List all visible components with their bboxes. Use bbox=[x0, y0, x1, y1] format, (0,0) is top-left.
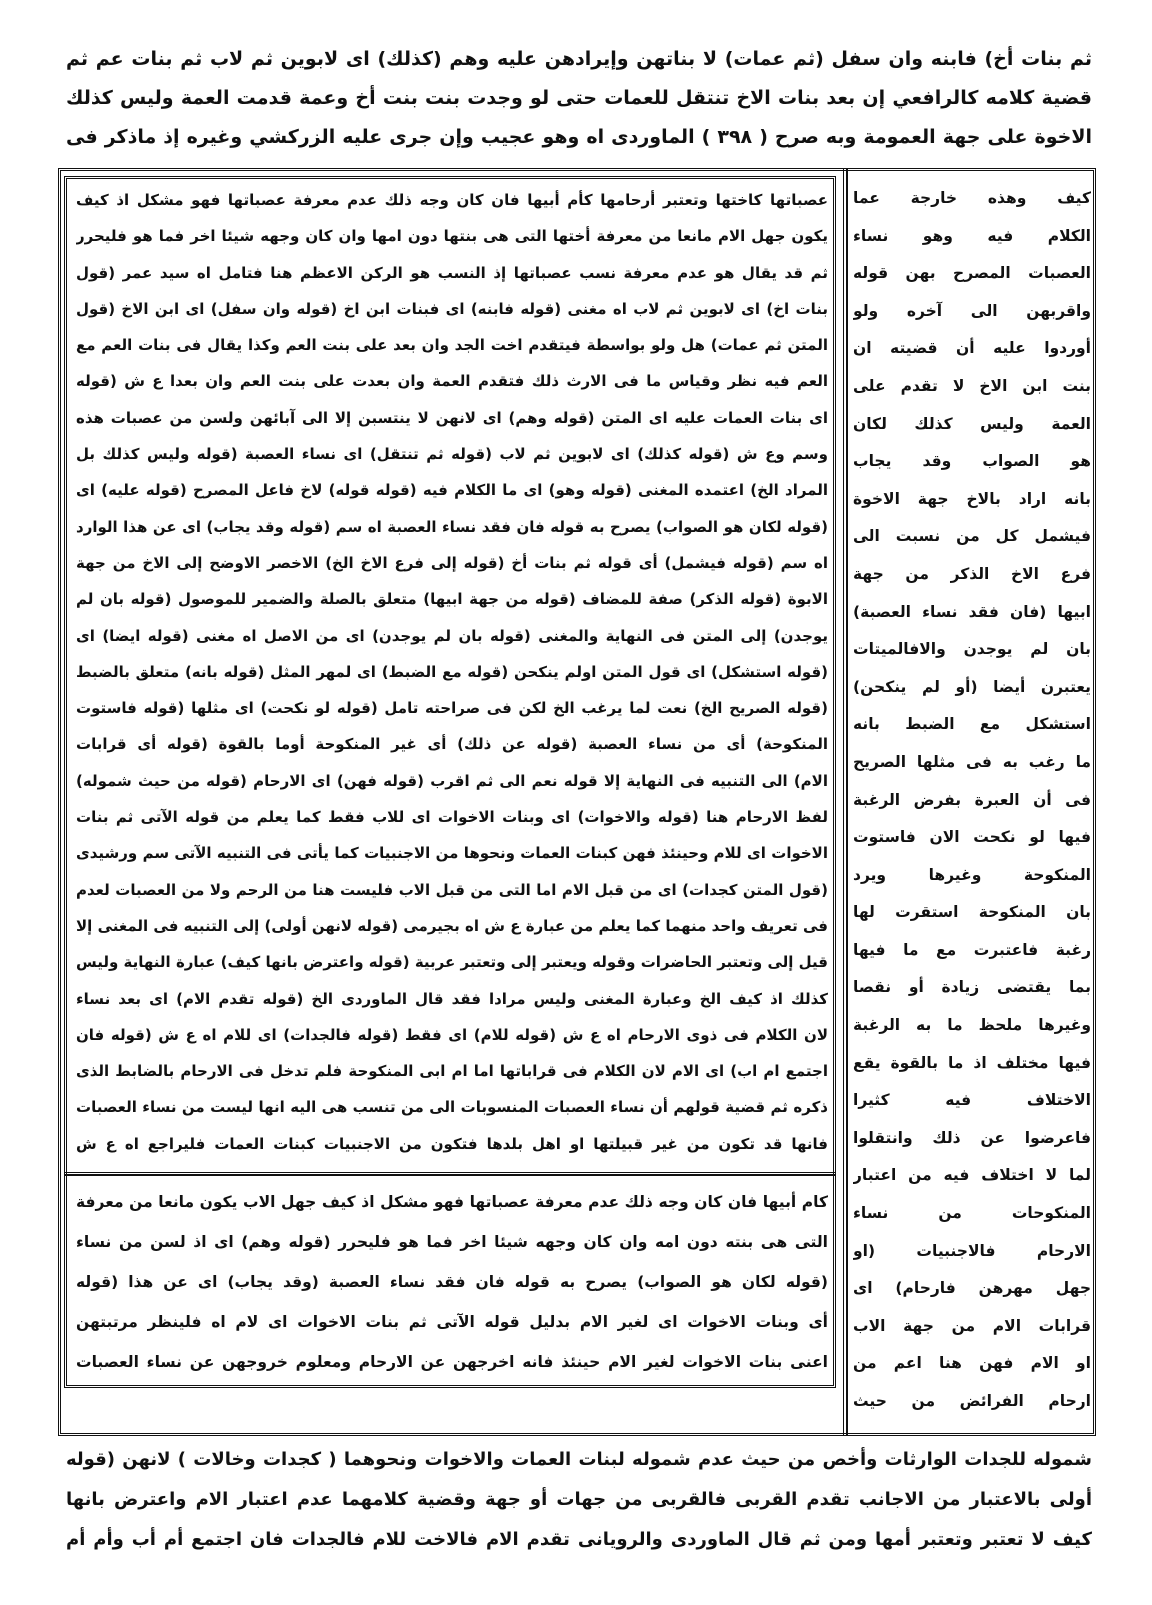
text-line: فى تعريف واحد منهما كما يعلم من عبارة ع ش اه بجيرمى (قوله لانهن أولى) إلى التنبيه فى المغنى إلا bbox=[76, 916, 828, 935]
text-line: اى بنات العمات عليه اى المتن (قوله وهم) اى لانهن لا ينتسبن إلا الى آبائهن ولسن من عصبات هذه bbox=[76, 408, 828, 427]
text-line: قيل إلى وتعتبر الحاضرات وقوله ويعتبر إلى وتعتبر عربية (قوله واعترض بانها كيف) عبارة النهاية وليس bbox=[76, 953, 828, 972]
commentary-separator bbox=[64, 1172, 836, 1176]
text-line: (قوله لكان هو الصواب) يصرح به قوله فان فقد نساء العصبة (وقد يجاب) اى عن هذا (قوله bbox=[76, 1273, 828, 1291]
text-line: لفظ الارحام هنا (قوله والاخوات) اى وبنات الاخوات اى للاب فقط كما يعلم من قوله الآتى ثم بنات bbox=[76, 808, 828, 827]
text-line: وسم وع ش (قوله كذلك) اى لابوين ثم لاب (قوله ثم تنتقل) اى نساء العصبة (قوله وليس كذلك بل bbox=[76, 445, 828, 464]
text-line: الاخوة على جهة العمومة وبه صرح ( ٣٩٨ ) الماوردى اه وهو عجيب وإن جرى عليه الزركشي وغيره إذ ماذكر فى bbox=[66, 126, 1092, 148]
text-line: الارحام فالاجنبيات (او bbox=[853, 1241, 1091, 1260]
lower-commentary bbox=[76, 1182, 828, 1382]
text-line: المنكوحة) أى من نساء العصبة (قوله عن ذلك) أى غير المنكوحة أوما بالقوة (قوله أى قرابات bbox=[76, 735, 828, 754]
text-line: وغيرها ملحظ ما به الرغبة bbox=[853, 1016, 1091, 1035]
text-line: الاختلاف فيه كثيرا bbox=[853, 1091, 1091, 1110]
text-line: فيها مختلف اذ ما بالقوة يقع bbox=[853, 1053, 1091, 1072]
main-text-top bbox=[66, 40, 1092, 157]
text-line: (قول المتن كجدات) اى من قبل الام اما التى من قبل الاب فليست هنا من الرحم ولا من العصبات لعدم bbox=[76, 880, 828, 899]
text-line: الكلام فيه وهو نساء bbox=[853, 226, 1091, 245]
text-line: (قوله لكان هو الصواب) يصرح به قوله فان فقد نساء العصبة اه سم (قوله وقد يجاب) اى عن هذا الوارد bbox=[76, 517, 828, 536]
text-line: (قوله الصريح الخ) نعت لما يرغب الخ لكن فى صراحته تامل (قوله لو نكحت) اى مثلها (قوله فاستوت bbox=[76, 699, 828, 718]
text-line: المنكوحة وغيرها ويرد bbox=[853, 865, 1091, 884]
text-line: ارحام الفرائض من حيث bbox=[853, 1392, 1091, 1410]
text-line: أوردوا عليه أن قضيته ان bbox=[853, 339, 1091, 358]
text-line: فاعرضوا عن ذلك وانتقلوا bbox=[853, 1128, 1091, 1147]
text-line: فيها لو نكحت الان فاستوت bbox=[853, 828, 1091, 847]
text-line: يكون جهل الام مانعا من معرفة أختها التى هى بنتها دون امها وان كان وجهه شيئا اخر فما هو فليحرر bbox=[76, 227, 828, 246]
text-line: يوجدن) إلى المتن فى النهاية والمغنى (قوله بان لم يوجدن) اى من الاصل اه مغنى (قوله ايضا) اى bbox=[76, 626, 828, 645]
upper-commentary bbox=[76, 182, 828, 1162]
text-line: الام) الى التنبيه فى النهاية إلا قوله نعم الى ثم اقرب (قوله فهن) اى الارحام (قوله من حيث شموله) bbox=[76, 771, 828, 790]
text-line: المراد الخ) اعتمده المغنى (قوله وهو) اى ما الكلام فيه (قوله قوله) لاخ فاعل المصرح (قوله عليه) اى bbox=[76, 481, 828, 500]
text-line: المنكوحات من نساء bbox=[853, 1204, 1091, 1223]
text-line: قرابات الام من جهة الاب bbox=[853, 1316, 1091, 1335]
text-line: ذكره ثم قضية قولهم أن نساء العصبات المنسوبات الى من تنسب هى اليه انها ليست من نساء العصبات bbox=[76, 1098, 828, 1117]
text-line: فى أن العبرة بفرض الرغبة bbox=[853, 790, 1091, 809]
margin-commentary bbox=[853, 180, 1091, 1421]
text-line: أى وبنات الاخوات اى لغير الام بدليل قوله الآتى ثم بنات الاخوات اى لام اه فلينظر مرتبتهن bbox=[76, 1313, 828, 1331]
text-line: استشكل مع الضبط بانه bbox=[853, 715, 1091, 734]
text-line: التى هى بنته دون امه وان كان وجهه شيئا اخر فما هو فليحرر (قوله وهم) اى اذ لسن من نساء bbox=[76, 1233, 828, 1251]
text-line: ثم قد يقال هو عدم معرفة نسب عصباتها إذ النسب هو الركن الاعظم هنا فتامل اه سيد عمر (قول bbox=[76, 263, 828, 282]
text-line: بان لم يوجدن والافالميتات bbox=[853, 640, 1091, 659]
text-line: رغبة فاعتبرت مع ما فيها bbox=[853, 940, 1091, 959]
text-line: لما لا اختلاف فيه من اعتبار bbox=[853, 1166, 1091, 1185]
column-divider bbox=[843, 168, 848, 1436]
text-line: الابوة (قوله الذكر) صفة للمضاف (قوله من جهة ابيها) متعلق بالصلة والضمير للموصول (قوله بان لم bbox=[76, 590, 828, 609]
text-line: كام أبيها فان كان وجه ذلك عدم معرفة عصباتها فهو مشكل اذ كيف جهل الاب يكون مانعا من معرفة bbox=[76, 1193, 828, 1211]
text-line: شموله للجدات الوارثات وأخص من حيث عدم شموله لبنات العمات والاخوات ونحوهما ( كجدات وخالات ) لانهن (قوله bbox=[66, 1449, 1092, 1470]
text-line: ما رغب به فى مثلها الصريح bbox=[853, 752, 1091, 771]
text-line: فيشمل كل من نسبت الى bbox=[853, 527, 1091, 546]
main-text-bottom bbox=[66, 1440, 1092, 1560]
text-line: العم فيه نظر وقياس ما فى الارث ذلك فتقدم العمة وان بعدت على بنت العم وان بعدا ع ش (قوله bbox=[76, 372, 828, 391]
text-line: الاخوات اى للام وحينئذ فهن كبنات العمات ونحوها من الاجنبيات كما يأتى فى التنبيه الآتى سم ورشيدى bbox=[76, 844, 828, 863]
text-line: بما يقتضى زيادة أو نقصا bbox=[853, 978, 1091, 997]
text-line: قضية كلامه كالرافعي إن بعد بنات الاخ تنتقل للعمات حتى لو وجدت بنت بنت أخ وعمة قدمت العمة وليس كذلك bbox=[66, 87, 1092, 109]
text-line: كيف لا تعتبر وتعتبر أمها ومن ثم قال الماوردى والرويانى تقدم الام فالاخت للام فالجدات فان اجتمع أم أب وأم أم bbox=[66, 1529, 1092, 1550]
text-line: أولى بالاعتبار من الاجانب تقدم القربى فالقربى من جهات أو جهة وقضية كلامهما عدم اعتبار الام واعترض بانها bbox=[66, 1489, 1092, 1510]
text-line: فانها قد تكون من غير قبيلتها او اهل بلدها فتكون من الاجنبيات كبنات العمات فليراجع اه ع ش bbox=[76, 1134, 828, 1153]
text-line: بنات اخ) اى لابوين ثم لاب اه مغنى (قوله فابنه) اى فبنات ابن اخ (قوله وان سفل) اى ابن الاخ (قول bbox=[76, 299, 828, 318]
text-line: لان الكلام فى ذوى الارحام اه ع ش (قوله للام) اى فقط (قوله فالجدات) اى للام اه ع ش (قوله فان bbox=[76, 1025, 828, 1044]
text-line: عصباتها كاختها وتعتبر أرحامها كأم أبيها فان كان وجه ذلك عدم معرفة عصباتها فهو مشكل اذ كيف bbox=[76, 191, 828, 209]
text-line: كذلك اذ كيف الخ وعبارة المغنى وليس مرادا فقد قال الماوردى الخ (قوله تقدم الام) اى بعد نساء bbox=[76, 989, 828, 1008]
text-line: ابيها (فان فقد نساء العصبة) bbox=[853, 602, 1091, 621]
text-line: (قوله استشكل) اى قول المتن اولم ينكحن (قوله مع الضبط) اى لمهر المثل (قوله بانه) متعلق بالضبط bbox=[76, 662, 828, 681]
text-line: المتن ثم عمات) هل ولو بواسطة فيتقدم اخت الجد وان بعد على بنت العم وكذا يقال فى بنات العم مع bbox=[76, 336, 828, 355]
text-line: كيف وهذه خارجة عما bbox=[853, 189, 1091, 207]
text-line: بان المنكوحة استقرت لها bbox=[853, 903, 1091, 922]
text-line: فرع الاخ الذكر من جهة bbox=[853, 564, 1091, 583]
text-line: اعنى بنات الاخوات لغير الام حينئذ فانه اخرجهن عن الارحام ومعلوم خروجهن عن نساء العصبات bbox=[76, 1353, 828, 1371]
text-line: العصبات المصرح بهن قوله bbox=[853, 264, 1091, 283]
text-line: بانه اراد بالاخ جهة الاخوة bbox=[853, 489, 1091, 508]
text-line: يعتبرن أيضا (أو لم ينكحن) bbox=[853, 677, 1091, 696]
text-line: العمة وليس كذلك لكان bbox=[853, 414, 1091, 433]
text-line: بنت ابن الاخ لا تقدم على bbox=[853, 376, 1091, 395]
text-line: اجتمع ام اب) اى الام لان الكلام فى قراباتها اما ام ابى المنكوحة فلم تدخل فى الارحام بالضابط الذى bbox=[76, 1062, 828, 1081]
text-line: هو الصواب وقد يجاب bbox=[853, 452, 1091, 471]
text-line: ثم بنات أخ) فابنه وان سفل (ثم عمات) لا بناتهن وإيرادهن عليه وهم (كذلك) اى لابوين ثم لاب ثم بنات عم ثم bbox=[66, 48, 1092, 70]
text-line: اه سم (قوله فيشمل) أى قوله ثم بنات أخ (قوله إلى فرع الاخ الخ) الاخصر الاوضح إلى الاخ من جهة bbox=[76, 553, 828, 572]
text-line: واقربهن الى آخره ولو bbox=[853, 301, 1091, 320]
text-line: جهل مهرهن فارحام) اى bbox=[853, 1279, 1091, 1298]
text-line: او الام فهن هنا اعم من bbox=[853, 1354, 1091, 1373]
